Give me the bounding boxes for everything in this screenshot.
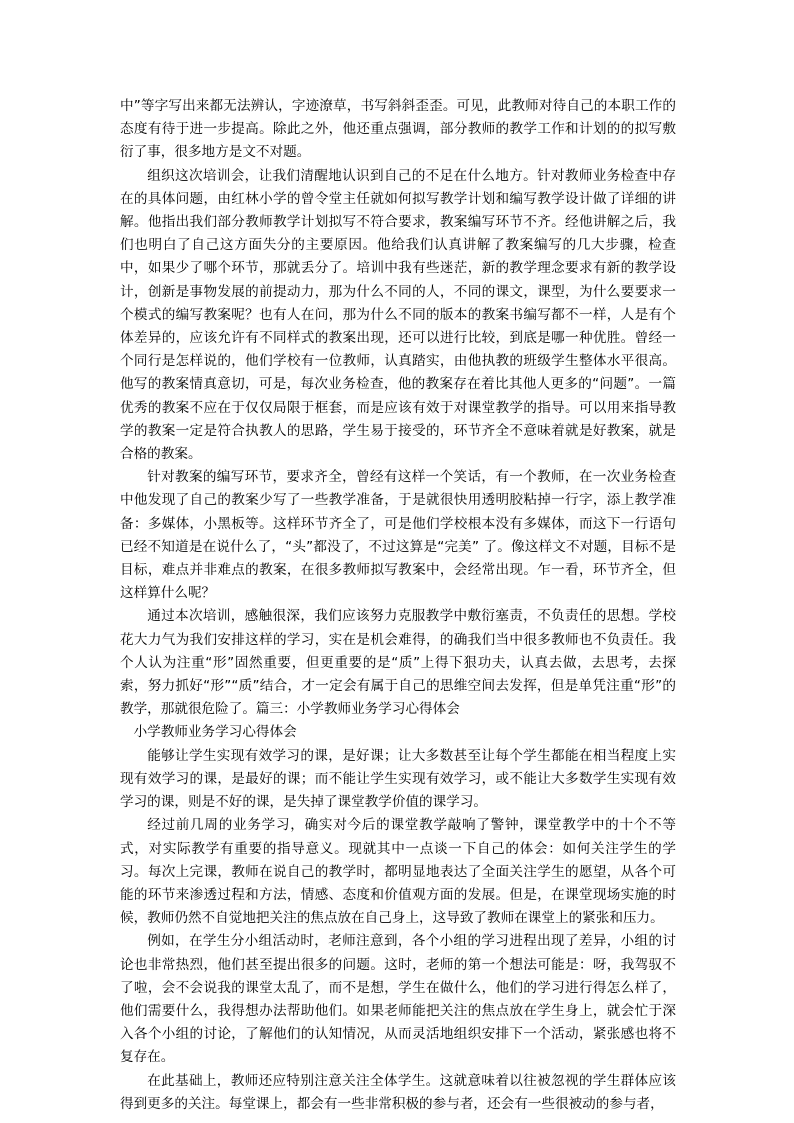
paragraph-good-lesson: 能够让学生实现有效学习的课，是好课；让大多数甚至让每个学生都能在相当程度上实现有效学习的课，是最好的课；而不能让学生实现有效学习，或不能让大多数学生实现有效学习的课，则是不好的课，是失掉了课堂教学价值的课学习。: [120, 747, 676, 811]
paragraph-continuation: 中”等字写出来都无法辨认，字迹潦草，书写斜斜歪歪。可见，此教师对待自己的本职工作的态度有待于进一步提高。除此之外，他还重点强调，部分教师的教学工作和计划的的拟写敷衍了事，很多地方是文不对题。: [120, 98, 676, 161]
paragraph-group-example: 例如，在学生分小组活动时，老师注意到，各个小组的学习进程出现了差异，小组的讨论也非常热烈，他们甚至提出很多的问题。这时，老师的第一个想法可能是：呀，我驾驭不了啦，会不会说我的课堂太乱了，而不是想，学生在做什么，他们的学习进行得怎么样了，他们需要什么，我得想办法帮助他们。如果老师能把关注的焦点放在学生身上，就会忙于深入各个小组的讨论，了解他们的认知情况，从而灵活地组织安排下一个活动，紧张感也将不复存在。: [120, 933, 676, 1066]
paragraph-all-students: 在此基础上，教师还应特别注意关注全体学生。这就意味着以往被忽视的学生群体应该得到更多的关注。每堂课上，都会有一些非常积极的参与者，还会有一些很被动的参与者，: [120, 1072, 676, 1112]
paragraph-study-experience: 经过前几周的业务学习，确实对今后的课堂教学敲响了警钟，课堂教学中的十个不等式，对实际教学有重要的指导意义。现就其中一点谈一下自己的体会：如何关注学生的学习。每次上完课，教师在说自己的教学时，都明显地表达了全面关注学生的愿望，从各个可能的环节来渗透过程和方法，情感、态度和价值观方面的发展。但是，在课堂现场实施的时候，教师仍然不自觉地把关注的焦点放在自己身上，这导致了教师在课堂上的紧张和压力。: [120, 817, 676, 927]
section-title: 小学教师业务学习心得体会: [133, 724, 297, 741]
document-page: [120, 95, 676, 1116]
paragraph-lesson-plan-joke: 针对教案的编写环节，要求齐全，曾经有这样一个笑话，有一个教师，在一次业务检查中他发现了自己的教案少写了一些教学准备，于是就很快用透明胶粘掉一行字，添上教学准备：多媒体，小黑板等。这样环节齐全了，可是他们学校根本没有多媒体，而这下一行语句已经不知道是在说什么了，“头”都没了，不过这算是“完美” 了。像这样文不对题，目标不是目标，难点并非难点的教案，在很多教师拟写教案中，会经常出现。乍一看，环节齐全，但这样算什么呢？: [120, 469, 676, 602]
paragraph-conclusion: 通过本次培训，感触很深，我们应该努力克服教学中敷衍塞责，不负责任的思想。学校花大力气为我们安排这样的学习，实在是机会难得，的确我们当中很多教师也不负责任。我个人认为注重“形”固然重要，但更重要的是“质”上得下狠功夫，认真去做，去思考，去探索，努力抓好“形”“质”结合，才一定会有属于自己的思维空间去发挥，但是单凭注重“形”的教学，那就很危险了。篇三：小学教师业务学习心得体会: [120, 608, 676, 718]
paragraph-training-reflection: 组织这次培训会，让我们清醒地认识到自己的不足在什么地方。针对教师业务检查中存在的具体问题，由红林小学的曾令堂主任就如何拟写教学计划和编写教学设计做了详细的讲解。他指出我们部分教师教学计划拟写不符合要求，教案编写环节不齐。经他讲解之后，我们也明白了自己这方面失分的主要原因。他给我们认真讲解了教案编写的几大步骤，检查中，如果少了哪个环节，那就丢分了。培训中我有些迷茫，新的教学理念要求有新的教学设计，创新是事物发展的前提动力，那为什么不同的人，不同的课文，课型，为什么要要求一个模式的编写教案呢？也有人在问，那为什么不同的版本的教案书编写都不一样，人是有个体差异的，应该允许有不同样式的教案出现，还可以进行比较，到底是哪一种优胜。曾经一个同行是怎样说的，他们学校有一位教师，认真踏实，由他执教的班级学生整体水平很高。他写的教案情真意切，可是，每次业务检查，他的教案存在着比其他人更多的“问题”。一篇优秀的教案不应在于仅仅局限于框套，而是应该有效于对课堂教学的指导。可以用来指导教学的教案一定是符合执教人的思路，学生易于接受的，环节齐全不意味着就是好教案，就是合格的教案。: [120, 167, 676, 463]
